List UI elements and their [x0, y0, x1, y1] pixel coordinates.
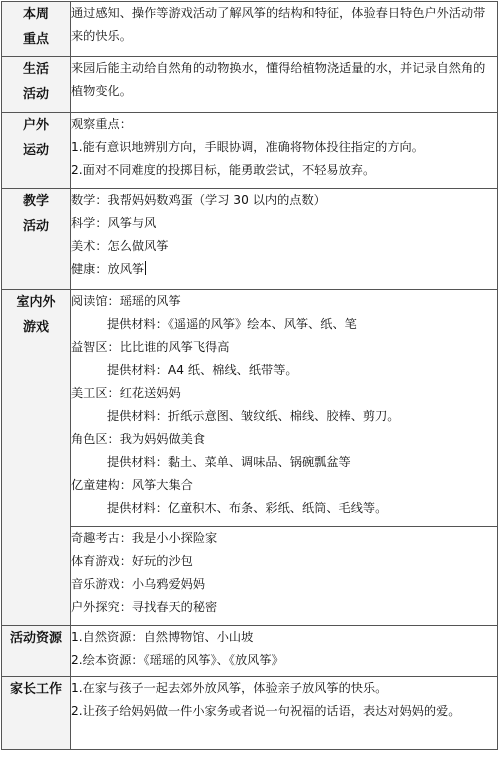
content-teaching — [71, 189, 498, 290]
label-resources — [2, 626, 71, 677]
content-resources — [71, 626, 498, 677]
parents-item: 1.在家与孩子一起去郊外放风筝，体验亲子放风筝的快乐。 — [71, 681, 388, 695]
label-text: 室内外 — [16, 295, 56, 310]
teaching-math: 数学：我帮妈妈数鸡蛋（学习 30 以内的点数） — [71, 193, 326, 207]
materials-craft: 提供材料：折纸示意图、皱纹纸、棉线、胶棒、剪刀。 — [107, 409, 400, 423]
label-text: 运动 — [22, 143, 49, 158]
game-archaeology: 奇趣考古：我是小小探险家 — [71, 531, 218, 545]
label-parents — [2, 677, 71, 750]
label-teaching — [2, 189, 71, 290]
resource-item: 1.自然资源：自然博物馆、小山坡 — [71, 630, 254, 644]
content-games-outdoor — [71, 527, 498, 626]
outdoor-item: 1.能有意识地辨别方向，手眼协调，准确将物体投往指定的方向。 — [71, 140, 424, 154]
content-outdoor — [71, 113, 498, 189]
focus-text: 通过感知、操作等游戏活动了解风筝的结构和特征，体验春日特色户外活动带来的快乐。 — [71, 6, 486, 43]
label-text: 活动 — [22, 219, 49, 234]
teaching-health-text: 健康：放风筝 — [71, 262, 145, 276]
label-text: 家长工作 — [9, 682, 62, 697]
label-life — [2, 57, 71, 113]
text-cursor — [145, 261, 146, 275]
content-parents — [71, 677, 498, 750]
game-music: 音乐游戏：小乌鸦爱妈妈 — [71, 577, 206, 591]
materials-puzzle: 提供材料：A4 纸、棉线、纸带等。 — [107, 363, 298, 377]
parents-item: 2.让孩子给妈妈做一件小家务或者说一句祝福的话语，表达对妈妈的爱。 — [71, 704, 461, 718]
label-text: 活动 — [22, 87, 49, 102]
label-text: 活动资源 — [9, 631, 62, 646]
label-text: 游戏 — [22, 320, 49, 335]
content-life — [71, 57, 498, 113]
row-games-indoor — [2, 290, 498, 527]
teaching-art: 美术：怎么做风筝 — [71, 239, 169, 253]
row-teaching — [2, 189, 498, 290]
outdoor-item: 2.面对不同难度的投掷目标，能勇敢尝试，不轻易放弃。 — [71, 163, 376, 177]
teaching-health — [71, 258, 497, 281]
resource-item: 2.绘本资源：《瑶瑶的风筝》、《放风筝》 — [71, 653, 284, 667]
game-sports: 体育游戏：好玩的沙包 — [71, 554, 193, 568]
row-focus — [2, 2, 498, 57]
game-explore: 户外探究：寻找春天的秘密 — [71, 600, 218, 614]
label-text: 本周 — [22, 7, 49, 22]
area-reading: 阅读馆：瑶瑶的风筝 — [71, 294, 181, 308]
weekly-plan-table — [1, 1, 498, 750]
outdoor-heading: 观察重点： — [71, 117, 132, 131]
label-text: 重点 — [22, 32, 49, 47]
content-games-indoor — [71, 290, 498, 527]
label-games — [2, 290, 71, 626]
label-text: 户外 — [22, 118, 49, 133]
row-life — [2, 57, 498, 113]
label-text: 生活 — [22, 62, 49, 77]
area-role: 角色区：我为妈妈做美食 — [71, 432, 206, 446]
teaching-science: 科学：风筝与风 — [71, 216, 157, 230]
row-games-outdoor — [2, 527, 498, 626]
label-outdoor — [2, 113, 71, 189]
label-focus — [2, 2, 71, 57]
label-text: 教学 — [22, 194, 49, 209]
area-puzzle: 益智区：比比谁的风筝飞得高 — [71, 340, 230, 354]
area-build: 亿童建构：风筝大集合 — [71, 478, 193, 492]
row-outdoor — [2, 113, 498, 189]
materials-role: 提供材料：黏土、菜单、调味品、锅碗瓢盆等 — [107, 455, 351, 469]
row-resources — [2, 626, 498, 677]
content-focus — [71, 2, 498, 57]
area-craft: 美工区：红花送妈妈 — [71, 386, 181, 400]
materials-build: 提供材料：亿童积木、布条、彩纸、纸筒、毛线等。 — [107, 501, 388, 515]
row-parents — [2, 677, 498, 750]
life-text: 来园后能主动给自然角的动物换水，懂得给植物浇适量的水，并记录自然角的植物变化。 — [71, 61, 486, 98]
materials-reading: 提供材料：《遥遥的风筝》绘本、风筝、纸、笔 — [107, 317, 357, 331]
